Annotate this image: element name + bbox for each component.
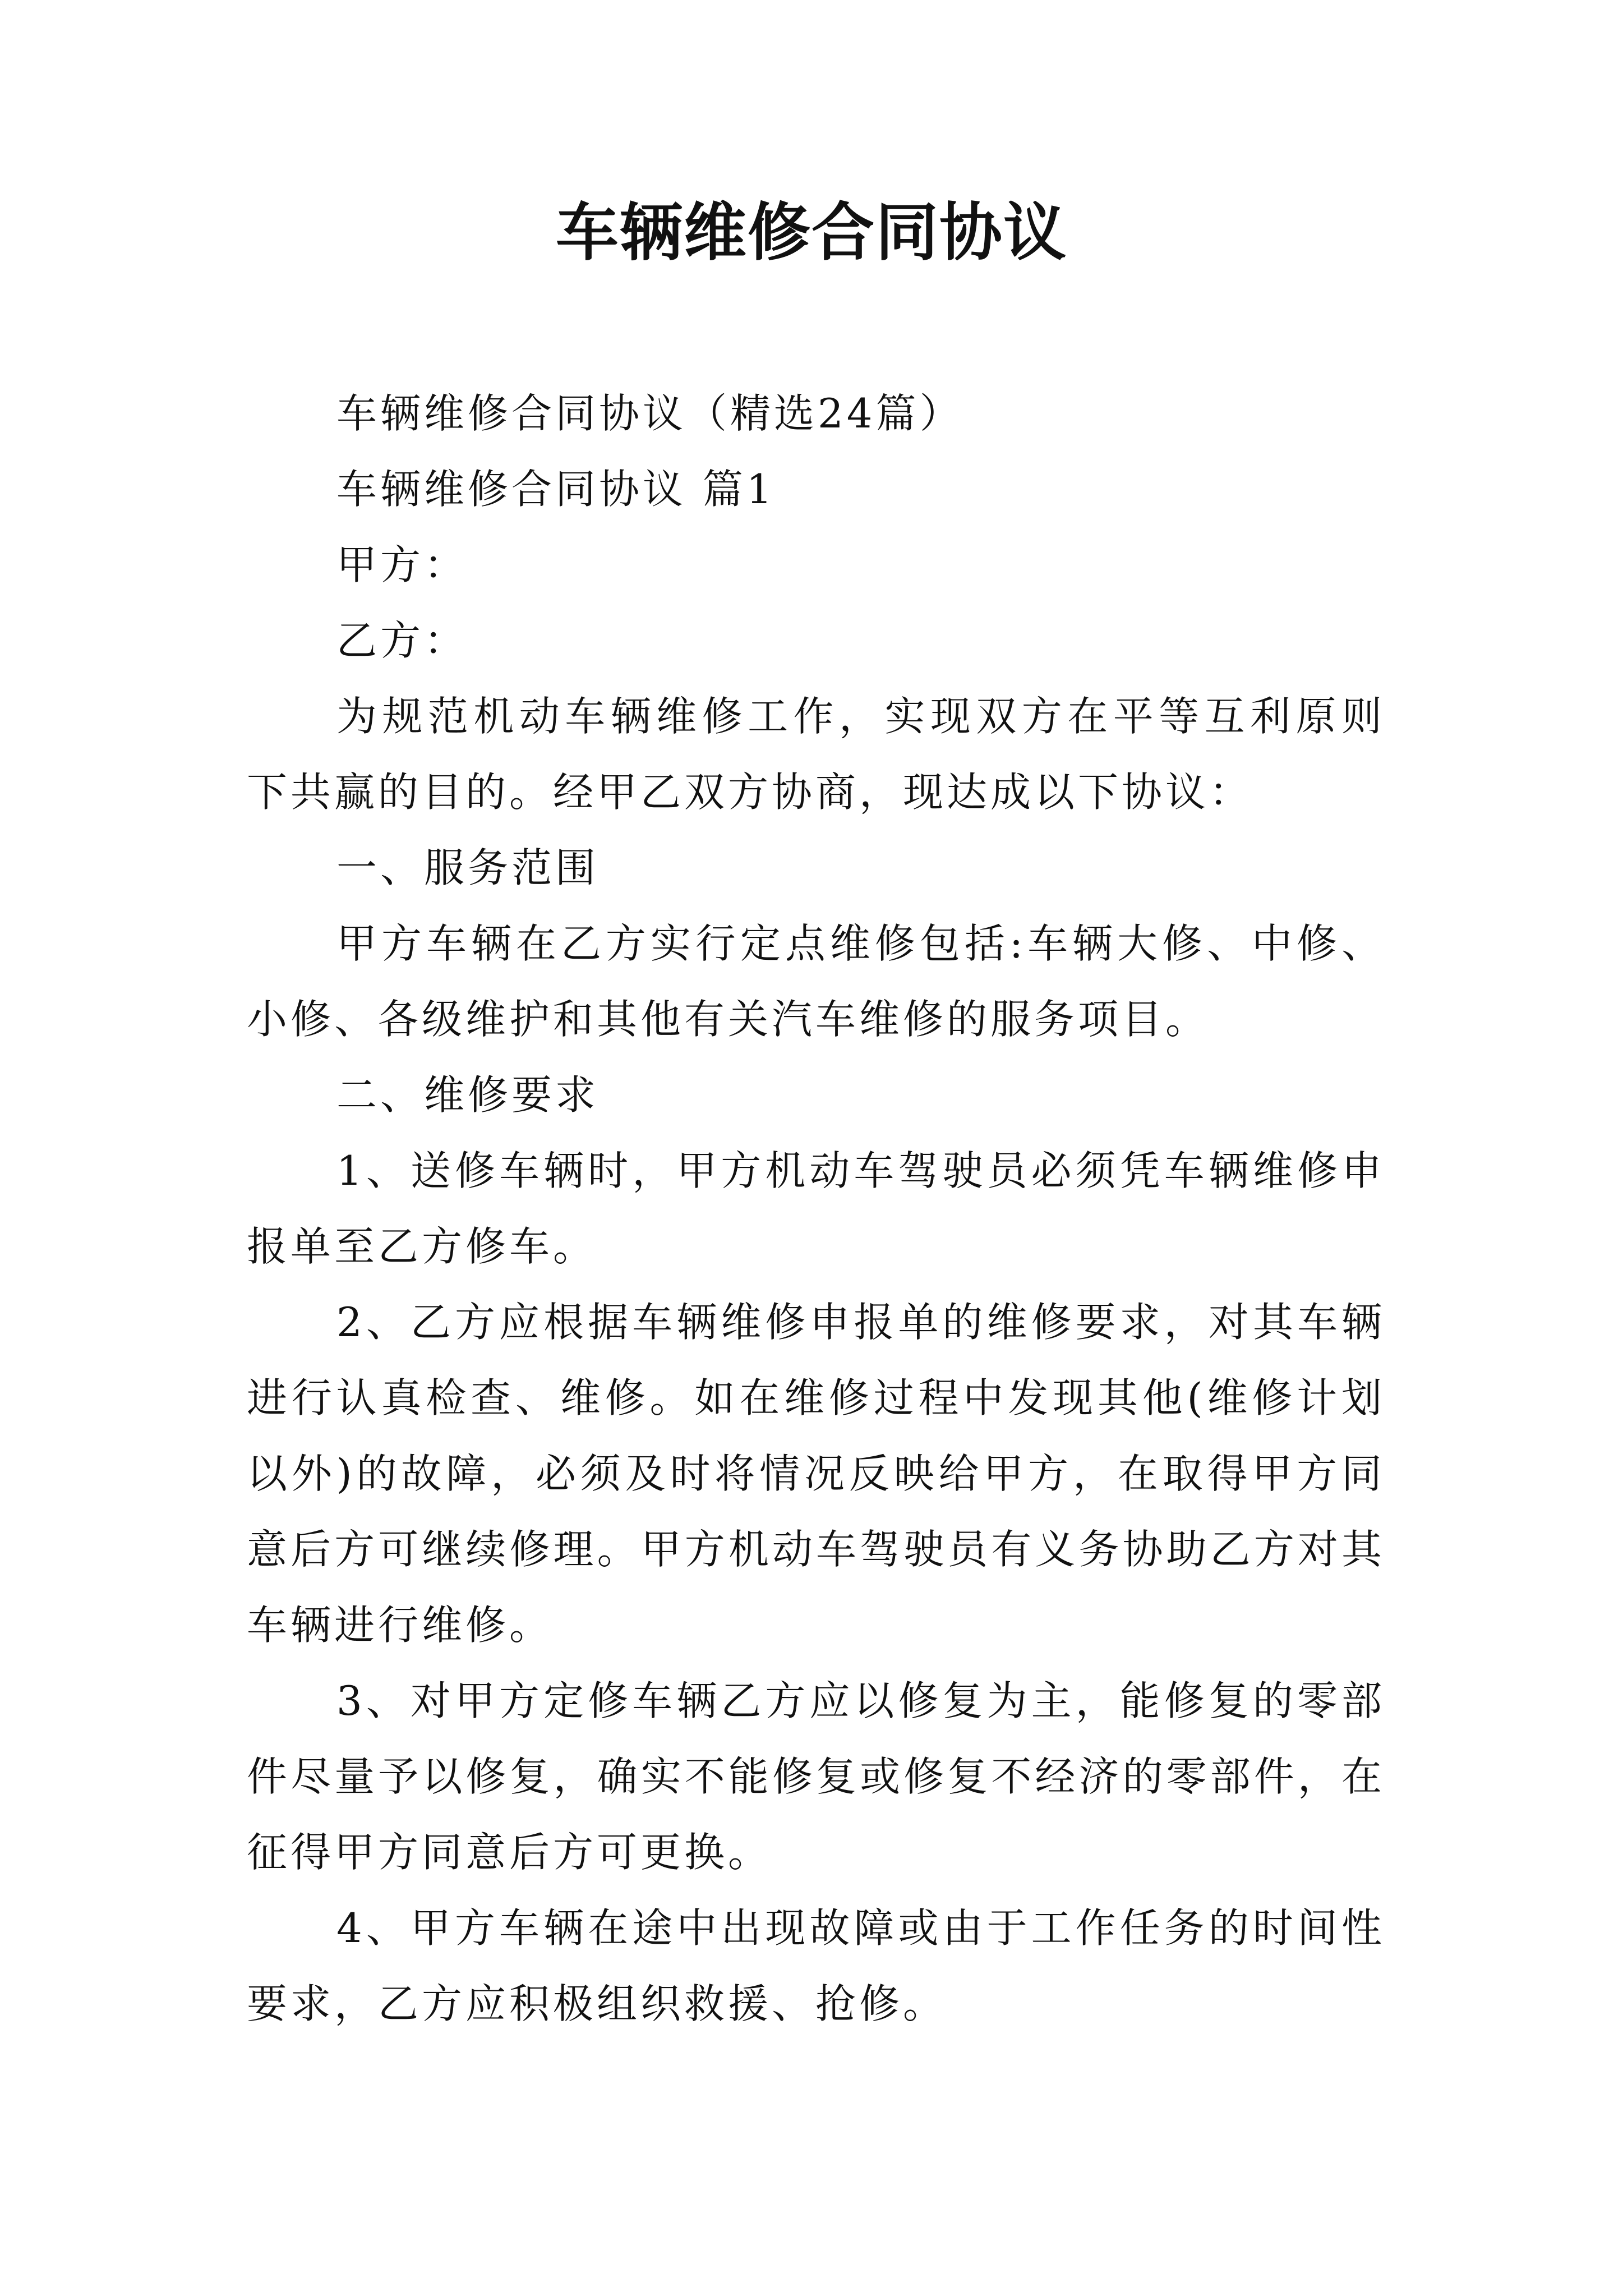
paragraph-heading-requirements: 二、维修要求 [336,1071,600,1119]
paragraph-item-3: 3、对甲方定修车辆乙方应以修复为主，能修复的零部件尽量予以修复，确实不能修复或修复不经济的零部件，在征得甲方同意后方可更换。 [247,1677,1385,1876]
paragraph-subtitle: 车辆维修合同协议（精选24篇） [336,390,963,437]
paragraph-party-a: 甲方： [336,541,468,588]
paragraph-item-2: 2、乙方应根据车辆维修申报单的维修要求，对其车辆进行认真检查、维修。如在维修过程中发现其他(维修计划以外)的故障，必须及时将情况反映给甲方，在取得甲方同意后方可继续修理。甲方机动车驾驶员有义务协助乙方对其车辆进行维修。 [247,1299,1385,1649]
paragraph-section-heading: 车辆维修合同协议 篇1 [336,466,776,513]
paragraph-item-4: 4、甲方车辆在途中出现故障或由于工作任务的时间性要求，乙方应积极组织救援、抢修。 [247,1904,1385,2027]
paragraph-item-1: 1、送修车辆时，甲方机动车驾驶员必须凭车辆维修申报单至乙方修车。 [247,1147,1385,1270]
paragraph-heading-scope: 一、服务范围 [336,844,600,891]
paragraph-preamble: 为规范机动车辆维修工作，实现双方在平等互利原则下共赢的目的。经甲乙双方协商，现达成以下协议： [247,693,1385,816]
paragraph-scope: 甲方车辆在乙方实行定点维修包括:车辆大修、中修、小修、各级维护和其他有关汽车维修的服务项目。 [247,920,1385,1043]
paragraph-party-b: 乙方： [336,617,468,664]
document-body [247,376,1385,2042]
document-title: 车辆维修合同协议 [556,196,1067,269]
